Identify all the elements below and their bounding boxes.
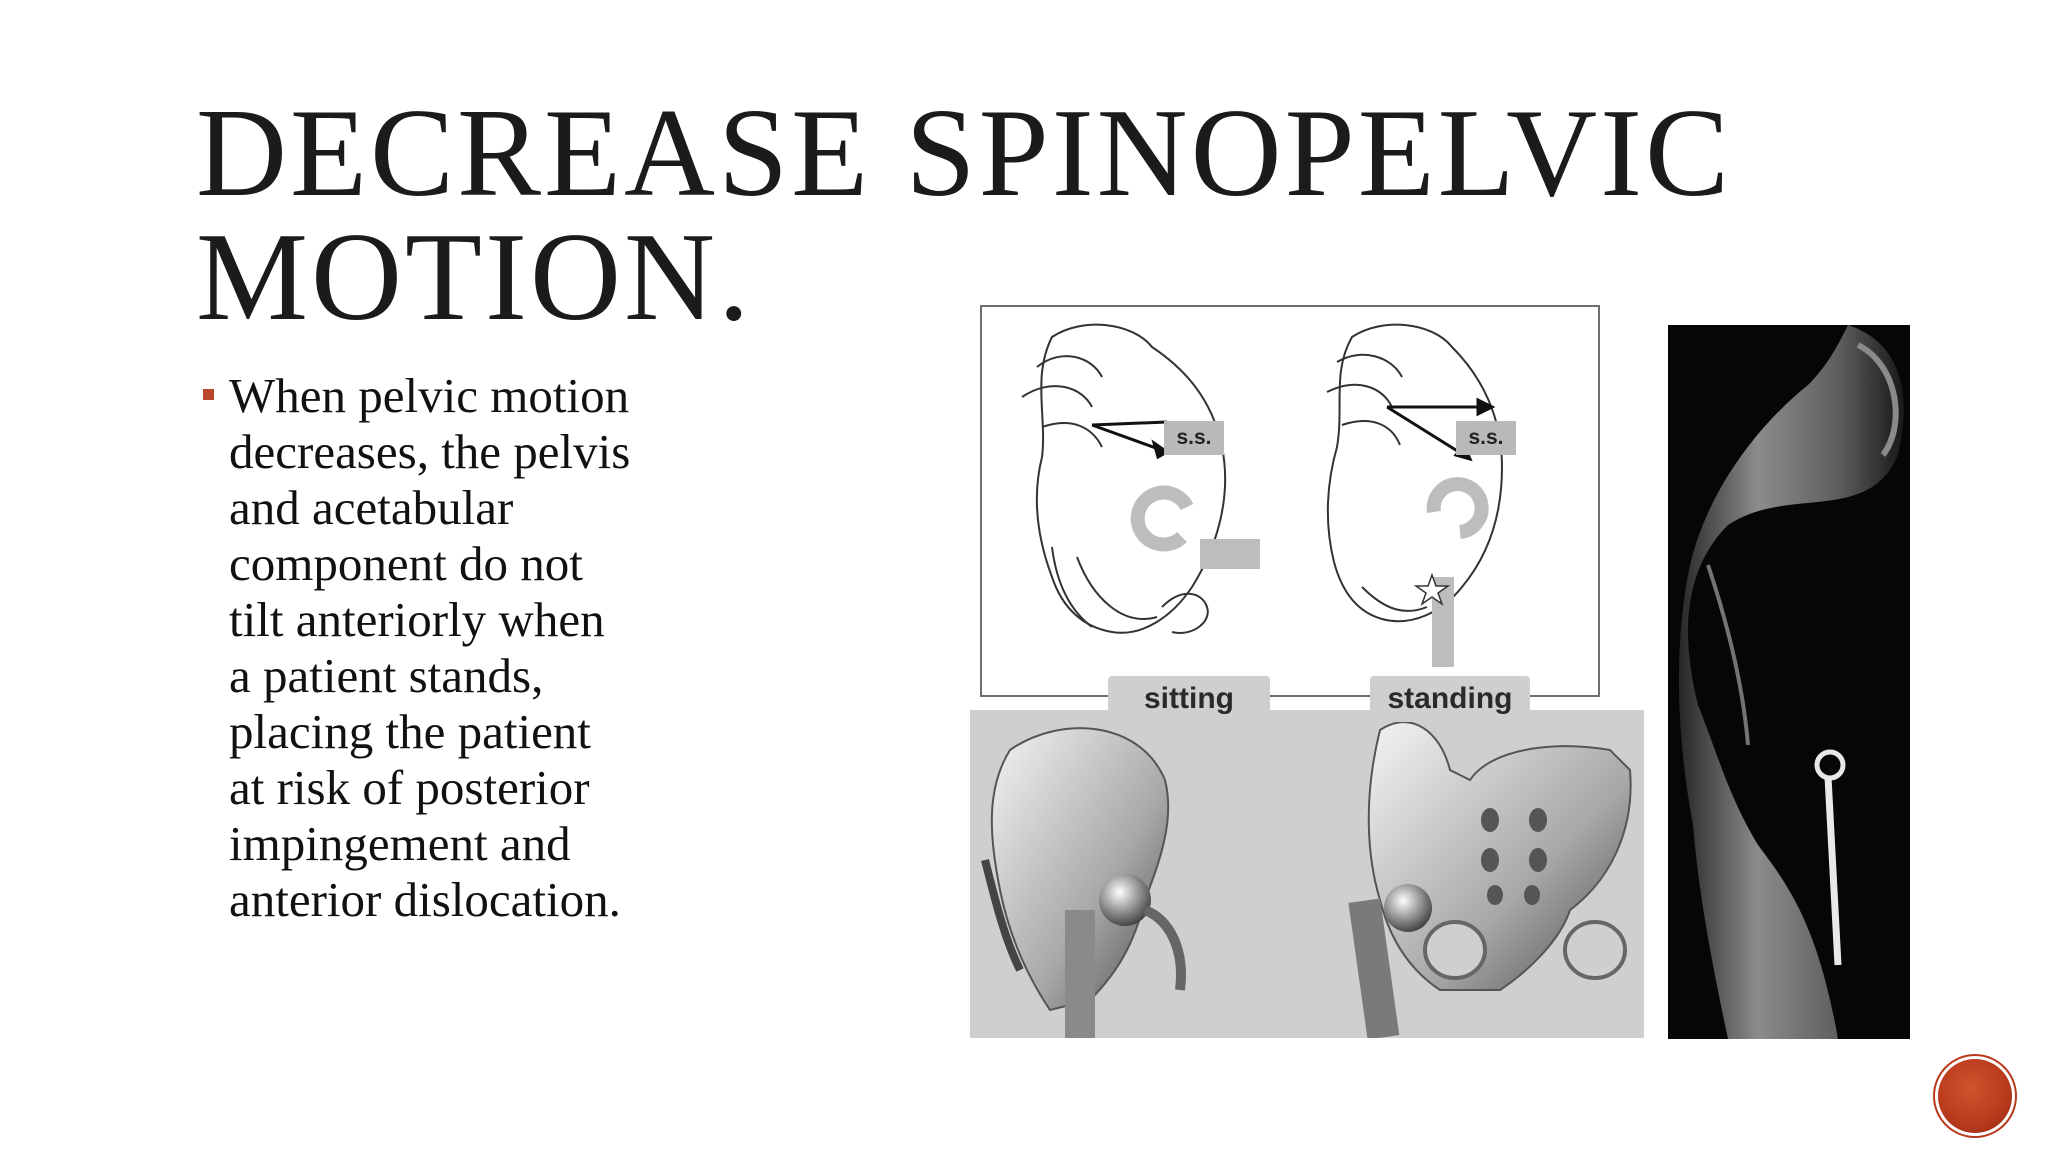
ss-label-sitting: s.s. <box>1164 421 1224 455</box>
figure-pelvis-sitting-standing <box>970 302 1918 1042</box>
title-line-2: MOTION. <box>196 208 753 347</box>
lateral-xray-image <box>1668 325 1910 1039</box>
bullet-text: When pelvic motion decreases, the pelvis and acetabular component do not tilt anteriorly when a patient stands, placing the patient at risk of posterior impingement and anterior dislocation. <box>229 368 631 927</box>
title-line-1: DECREASE SPINOPELVIC <box>196 84 1733 223</box>
pelvis-outline-drawing <box>982 307 1598 695</box>
bullet-list <box>196 368 756 928</box>
xray-drawing <box>1668 325 1910 1039</box>
pelvis-3d-render-drawing <box>970 710 1644 1038</box>
ss-label-standing: s.s. <box>1456 421 1516 455</box>
pelvis-3d-render <box>970 710 1644 1038</box>
square-bullet-icon <box>203 389 214 400</box>
pelvis-line-diagram <box>980 305 1600 697</box>
label-sitting: sitting <box>1108 676 1270 722</box>
label-standing: standing <box>1370 676 1530 722</box>
bullet-item <box>196 368 756 928</box>
next-slide-circle-icon[interactable] <box>1938 1059 2012 1133</box>
